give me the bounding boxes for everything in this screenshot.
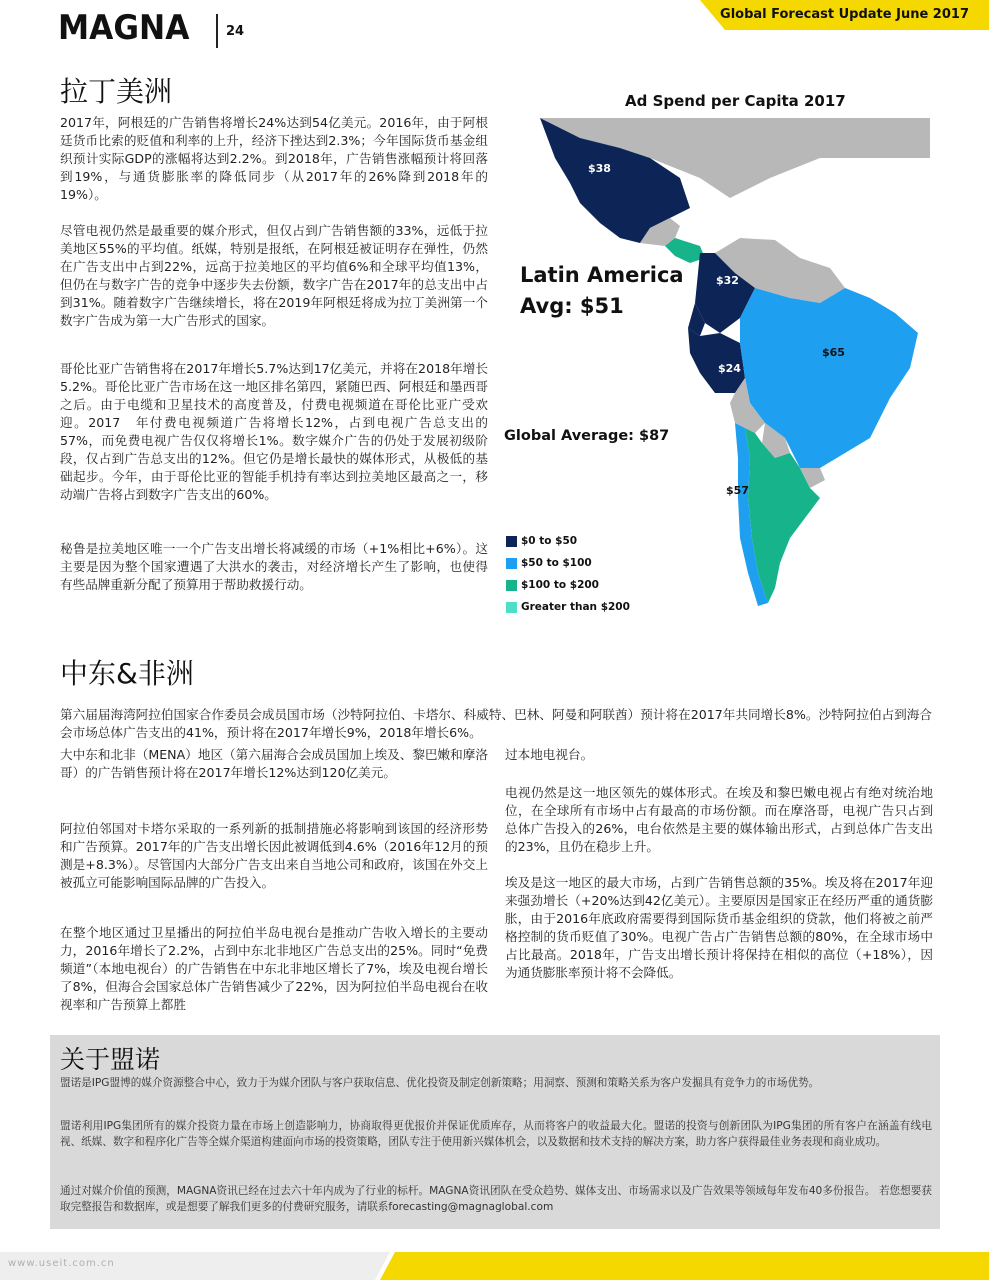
legend-label: Greater than $200 (521, 601, 630, 613)
page-number: 24 (226, 24, 245, 39)
legend-label: $50 to $100 (521, 557, 592, 569)
map-label-mexico: $38 (588, 162, 611, 175)
header-divider (216, 14, 218, 48)
legend-swatch (506, 536, 517, 547)
legend-item (506, 574, 630, 596)
region-avg-line2: Avg: $51 (520, 294, 624, 318)
latam-paragraph-3: 哥伦比亚广告销售将在2017年增长5.7%达到17亿美元，并将在2018年增长5.2%。哥伦比亚广告市场在这一地区排名第四，紧随巴西、阿根廷和墨西哥之后。由于电缆和卫星技术的高度普及，付费电视频道在哥伦比亚广受欢迎。2017 年付费电视频道广告将增长12%，占到电视广告总支出的57%，而免费电视广告仅仅将增长1%。数字媒介广告的仍处于发展初级阶段，仅占到广告总支出的12%。但它仍是增长最快的媒体形式，从极低的基础起步。今年，由于哥伦比亚的智能手机持有率达到拉美地区最高之一，移动端广告将占到数字广告支出的60%。 (60, 361, 488, 502)
footer-shapes (0, 1240, 989, 1280)
legend-swatch (506, 580, 517, 591)
mena-right-paragraph-1: 过本地电视台。 (505, 747, 594, 762)
map-title: Ad Spend per Capita 2017 (625, 92, 846, 110)
legend-swatch (506, 602, 517, 613)
global-average-label: Global Average: $87 (504, 428, 670, 444)
section-heading-latam: 拉丁美洲 (60, 75, 173, 108)
mena-right-paragraph-3: 埃及是这一地区的最大市场，占到广告销售总额的35%。埃及将在2017年迎来强劲增长（+20%达到42亿美元）。主要原因是国家正在经历严重的通货膨胀，由于2016年底政府需要得到国际货币基金组织的贷款，他们将被之前严格控制的货币贬值了30%。电视广告占广告销售总额的80%，在全球市场中占比最高。2018年，广告支出增长预计将保持在相似的高位（+18%），因为通货膨胀率预计将不会降低。 (505, 875, 933, 980)
about-paragraph-1: 盟诺是IPG盟博的媒介资源整合中心，致力于为媒介团队与客户获取信息、优化投资及制定创新策略；用洞察、预测和策略关系为客户发掘具有竞争力的市场优势。 (60, 1077, 820, 1089)
legend-item (506, 530, 630, 552)
about-paragraph-3: 通过对媒介价值的预测，MAGNA资讯已经在过去六十年内成为了行业的标杆。MAGNA资讯团队在受众趋势、媒体支出、市场需求以及广告效果等领域每年发布40多份报告。 若您想要获取完整报告和数据库，或是想要了解我们更多的付费研究服务，请联系forecasting@magnaglobal.com (60, 1185, 932, 1213)
map-legend (506, 530, 630, 618)
region-average-label (520, 260, 684, 322)
mena-right-paragraph-2: 电视仍然是这一地区领先的媒体形式。在埃及和黎巴嫩电视占有绝对统治地位，在全球所有市场中占有最高的市场份额。而在摩洛哥，电视广告只占到总体广告投入的26%，电台依然是主要的媒体输出形式，占到总体广告支出的23%，且仍在稳步上升。 (505, 785, 933, 854)
latam-paragraph-1: 2017年，阿根廷的广告销售将增长24%达到54亿美元。2016年，由于阿根廷货币比索的贬值和利率的上升，经济下挫达到2.3%；今年国际货币基金组织预计实际GDP的涨幅将达到2.2%。到2018年，广告销售涨幅预计将回落到19%，与通货膨胀率的降低同步（从2017年的26%降到2018年的19%）。 (60, 115, 488, 202)
map-label-brazil: $65 (822, 346, 845, 359)
magna-logo: MAGNA (58, 8, 190, 48)
latam-paragraph-4: 秘鲁是拉美地区唯一一个广告支出增长将减缓的市场（+1%相比+6%）。这主要是因为整个国家遭遇了大洪水的袭击，对经济增长产生了影响，也使得有些品牌重新分配了预算用于帮助救援行动。 (60, 541, 488, 592)
about-heading: 关于盟诺 (60, 1045, 161, 1074)
about-paragraph-2: 盟诺利用IPG集团所有的媒介投资力量在市场上创造影响力，协商取得更优报价并保证优质库存，从而将客户的收益最大化。盟诺的投资与创新团队为IPG集团的所有客户在涵盖有线电视、纸媒、数字和程序化广告等全媒介渠道构建面向市场的投资策略，团队专注于使用新兴媒体机会，以及数据和技术支持的解决方案，助力客户获得最佳业务表现和商业成功。 (60, 1120, 932, 1148)
map-region-peru (688, 328, 745, 393)
map-label-colombia: $32 (716, 274, 739, 287)
legend-item (506, 596, 630, 618)
region-avg-line1: Latin America (520, 263, 684, 287)
legend-label: $100 to $200 (521, 579, 599, 591)
legend-item (506, 552, 630, 574)
watermark: www.useit.com.cn (8, 1258, 115, 1269)
mena-left-paragraph-2: 阿拉伯邻国对卡塔尔采取的一系列新的抵制措施必将影响到该国的经济形势和广告预算。2017年的广告支出增长因此被调低到4.6%（2016年12月的预测是+8.3%）。尽管国内大部分广告支出来自当地公司和政府，该国在外交上被孤立可能影响国际品牌的广告投入。 (60, 821, 488, 890)
latam-paragraph-2: 尽管电视仍然是最重要的媒介形式，但仅占到广告销售额的33%，远低于拉美地区55%的平均值。纸媒，特别是报纸，在阿根廷被证明存在弹性，仍然在广告支出中占到22%，远高于拉美地区的平均值6%和全球平均值13%，但仍在与数字广告的竞争中逐步失去份额，数字广告在2017年的总支出中占到31%。随着数字广告继续增长，将在2019年阿根廷将成为拉丁美洲第一个数字广告成为第一大广告形式的国家。 (60, 223, 488, 328)
mena-intro: 第六届届海湾阿拉伯国家合作委员会成员国市场（沙特阿拉伯、卡塔尔、科威特、巴林、阿曼和阿联酋）预计将在2017年共同增长8%。沙特阿拉伯占到海合会市场总体广告支出的41%，预计将在2017年增长9%，2018年增长6%。 (60, 707, 932, 740)
map-label-peru: $24 (718, 362, 741, 375)
mena-left-paragraph-1: 大中东和北非（MENA）地区（第六届海合会成员国加上埃及、黎巴嫩和摩洛哥）的广告销售预计将在2017年增长12%达到120亿美元。 (60, 747, 488, 780)
report-title: Global Forecast Update June 2017 (720, 7, 969, 22)
footer-band (0, 1240, 989, 1280)
mena-left-paragraph-3: 在整个地区通过卫星播出的阿拉伯半岛电视台是推动广告收入增长的主要动力，2016年增长了2.2%，占到中东北非地区广告总支出的25%。同时“免费频道”（本地电视台）的广告销售在中东北非地区增长了7%，埃及电视台增长了8%，但海合会国家总体广告销售减少了22%，因为阿拉伯半岛电视台在收视率和广告预算上都胜 (60, 925, 488, 1012)
map-label-argentina: $57 (726, 484, 749, 497)
section-heading-mena: 中东&非洲 (60, 657, 194, 690)
legend-label: $0 to $50 (521, 535, 578, 547)
legend-swatch (506, 558, 517, 569)
